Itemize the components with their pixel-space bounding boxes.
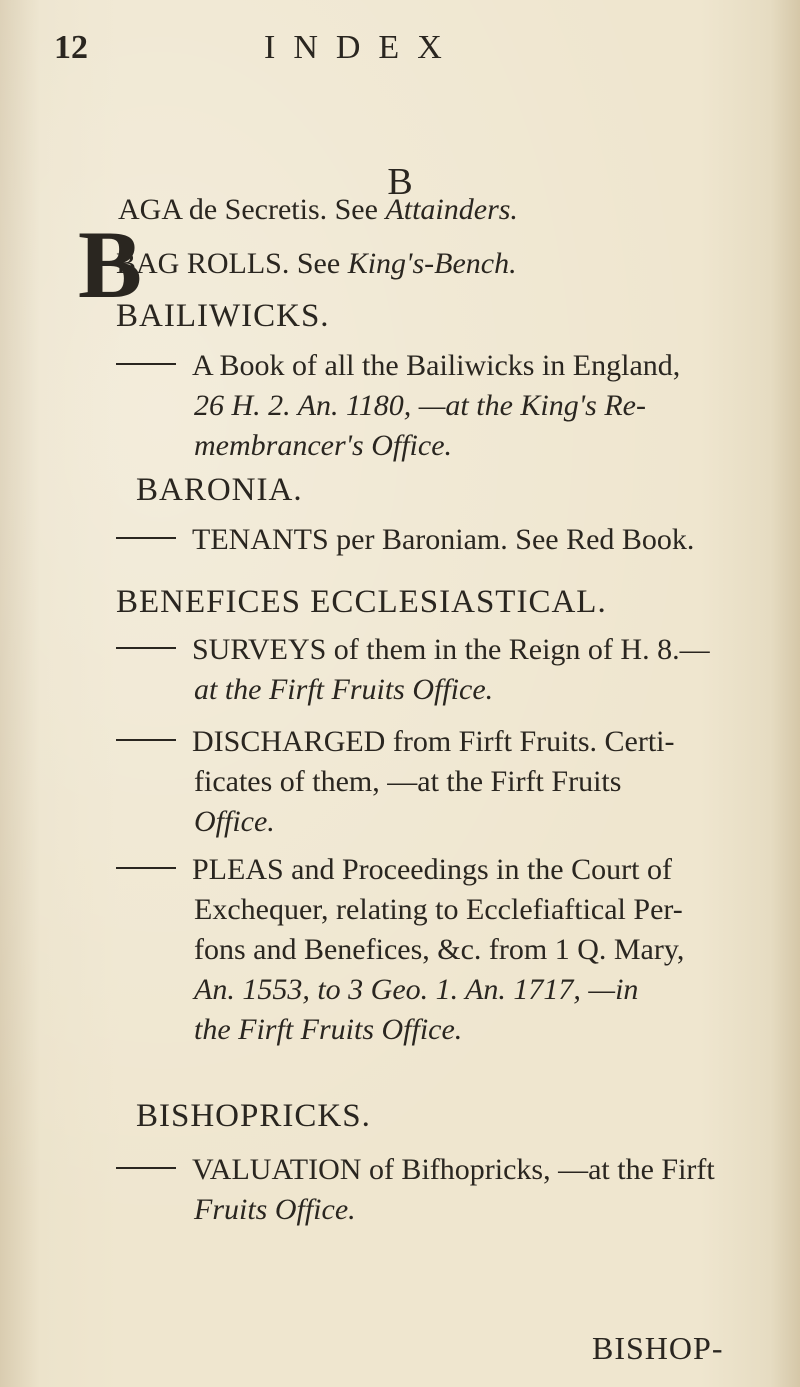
bishopricks-line-1: VALUATION of Bifhopricks, —at the Firft bbox=[192, 1153, 715, 1186]
entry-baga-ref: Attainders. bbox=[385, 193, 518, 226]
entry-bishopricks bbox=[116, 1150, 796, 1230]
benefices-discharged-line-1: DISCHARGED from Firft Fruits. Certi- bbox=[192, 725, 675, 758]
catchword: BISHOP- bbox=[592, 1330, 724, 1366]
entry-bailiwicks bbox=[116, 346, 796, 466]
bailiwicks-line-2: 26 H. 2. An. 1180, —at the King's Re- bbox=[194, 389, 646, 422]
bailiwicks-line-1: A Book of all the Bailiwicks in England, bbox=[192, 349, 681, 382]
heading-baronia: BARONIA. bbox=[136, 472, 303, 508]
section-letter: B bbox=[387, 161, 413, 203]
benefices-pleas-line-2: Exchequer, relating to Ecclefiaftical Per- bbox=[194, 893, 683, 926]
entry-bag-rolls-ref: King's-Bench. bbox=[347, 247, 517, 280]
entry-baronia bbox=[116, 520, 796, 560]
heading-bailiwicks: BAILIWICKS. bbox=[116, 298, 330, 334]
drop-cap: B bbox=[78, 211, 143, 318]
dash-rule bbox=[116, 867, 176, 869]
heading-bishopricks: BISHOPRICKS. bbox=[136, 1098, 371, 1134]
benefices-pleas-line-4: An. 1553, to 3 Geo. 1. An. 1717, —in bbox=[194, 973, 639, 1006]
dash-rule bbox=[116, 363, 176, 365]
bailiwicks-line-3: membrancer's Office. bbox=[194, 429, 453, 462]
entry-bag-rolls-see: See bbox=[296, 247, 341, 280]
heading-benefices: BENEFICES ECCLESIASTICAL. bbox=[116, 584, 607, 620]
entry-bag-rolls bbox=[116, 244, 800, 284]
entry-benefices-pleas bbox=[116, 850, 796, 1050]
entry-benefices-surveys bbox=[116, 630, 796, 710]
benefices-pleas-line-3: fons and Benefices, &c. from 1 Q. Mary, bbox=[194, 933, 685, 966]
benefices-surveys-line-2: at the Firft Fruits Office. bbox=[194, 673, 494, 706]
dash-rule bbox=[116, 1167, 176, 1169]
dash-rule bbox=[116, 739, 176, 741]
benefices-pleas-line-1: PLEAS and Proceedings in the Court of bbox=[192, 853, 672, 886]
running-title: INDEX bbox=[264, 29, 460, 66]
entry-baga bbox=[118, 190, 800, 230]
dash-rule bbox=[116, 537, 176, 539]
entry-bag-rolls-head: BAG ROLLS. bbox=[116, 247, 290, 280]
page-header bbox=[54, 28, 754, 68]
page-number: 12 bbox=[54, 29, 88, 66]
dash-rule bbox=[116, 647, 176, 649]
benefices-discharged-line-2: ficates of them, —at the Firft Fruits bbox=[194, 765, 622, 798]
entry-baga-text: AGA de Secretis. See bbox=[118, 193, 378, 226]
benefices-surveys-line-1: SURVEYS of them in the Reign of H. 8.— bbox=[192, 633, 710, 666]
benefices-pleas-line-5: the Firft Fruits Office. bbox=[194, 1013, 463, 1046]
baronia-line-1: TENANTS per Baroniam. See Red Book. bbox=[192, 523, 695, 556]
entry-benefices-discharged bbox=[116, 722, 796, 842]
bishopricks-line-2: Fruits Office. bbox=[194, 1193, 356, 1226]
benefices-discharged-line-3: Office. bbox=[194, 805, 275, 838]
